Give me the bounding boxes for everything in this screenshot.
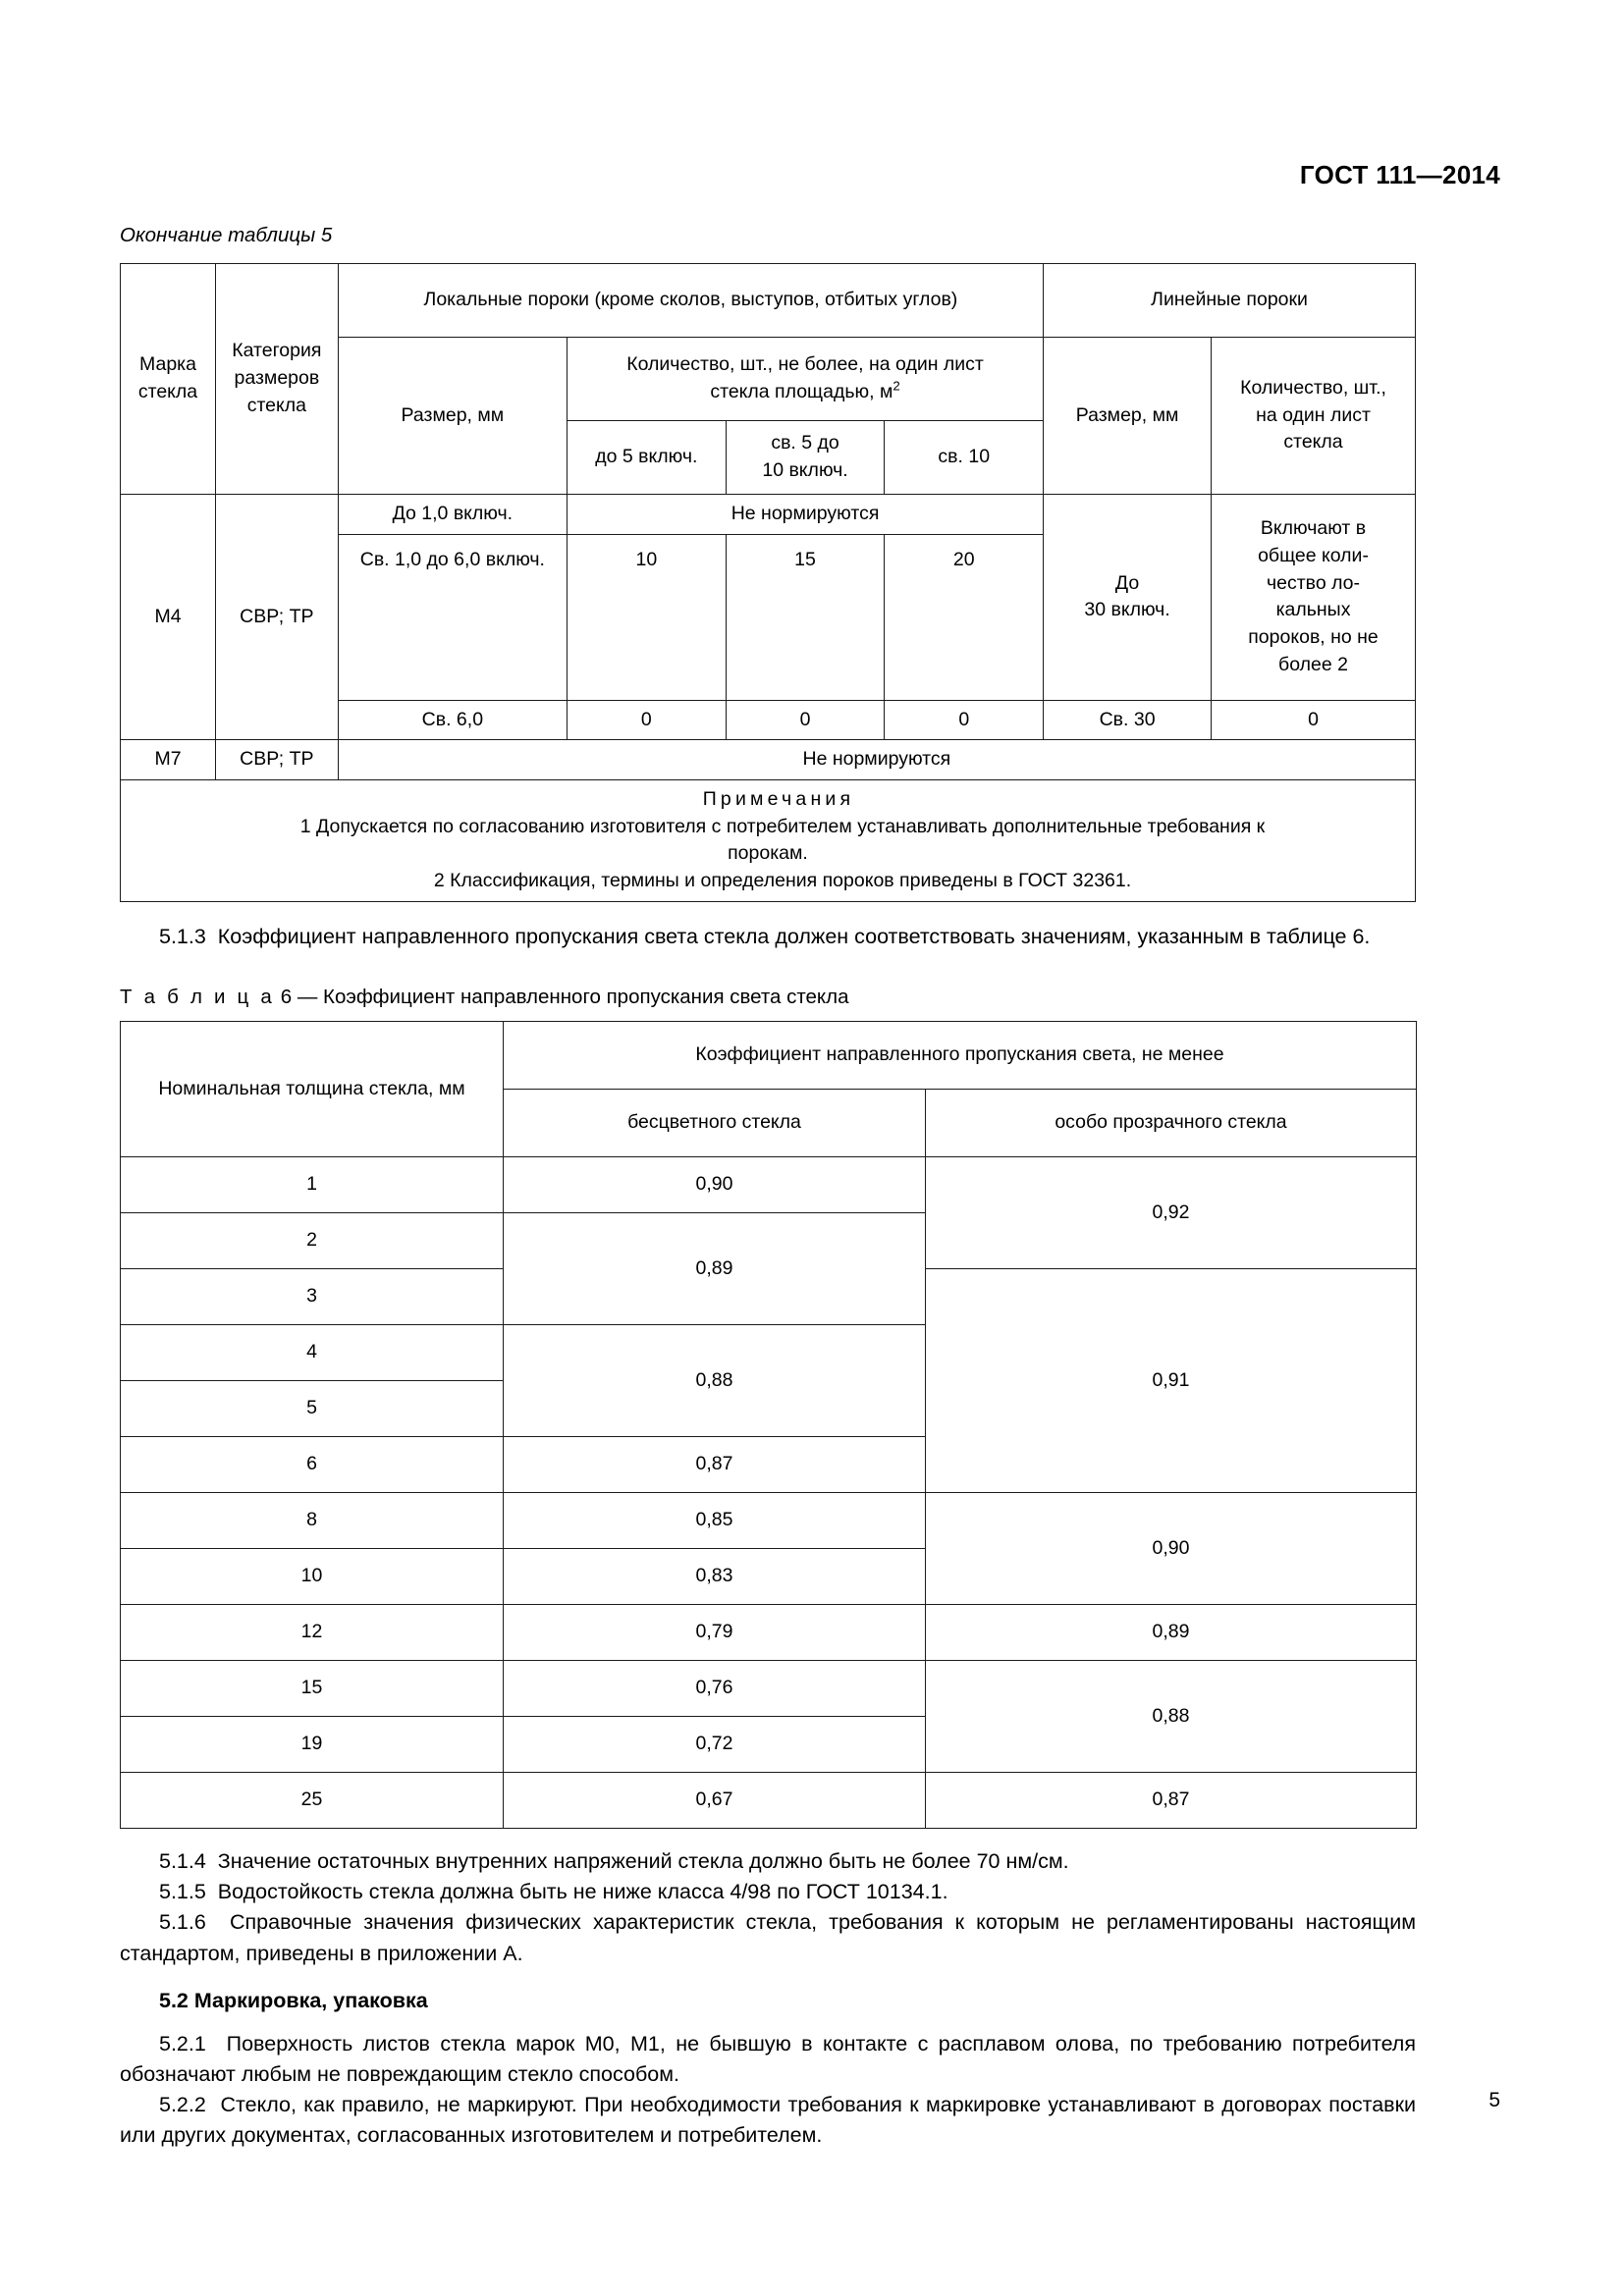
table5-cell-q-over10-over6: 0: [885, 700, 1044, 740]
paragraph-5-2-1-text: [120, 2029, 1416, 2090]
table5-cell-mark-m7: М7: [121, 740, 216, 780]
table5-cell-linear-size-m4-line1: До: [1114, 571, 1140, 594]
table6-thickness-8: 8: [121, 1492, 504, 1548]
page-content: [120, 224, 1416, 2151]
paragraph-5-1-6: [120, 1907, 1416, 1968]
table5-header-mark-line1: Марка: [139, 353, 196, 376]
table5-cell-linear-qty-over30: 0: [1212, 700, 1416, 740]
table5-header-mark: [121, 264, 216, 495]
section-heading-5-2: 5.2 Маркировка, упаковка: [159, 1988, 428, 2012]
paragraph-5-1-5: [120, 1877, 1416, 1907]
table5-header-over10: св. 10: [885, 421, 1044, 495]
table5-header-local-defects: Локальные пороки (кроме сколов, выступов, отбитых углов): [338, 264, 1043, 338]
table5-header-linear-quantity-line2: на один лист: [1256, 403, 1371, 426]
table6-header-thickness: Номинальная толщина стекла, мм: [121, 1021, 504, 1156]
table6-extraclear-0-90: 0,90: [926, 1492, 1417, 1604]
table5-header-quantity-area-line1: Количество, шт., не более, на один лист: [626, 353, 984, 376]
table5-header-linear-size-mm: Размер, мм: [1044, 338, 1212, 495]
table6-thickness-10: 10: [121, 1548, 504, 1604]
table5-cell-category-m7: СВР; ТР: [216, 740, 339, 780]
table6-thickness-3: 3: [121, 1268, 504, 1324]
table5-note-1-line2: порокам.: [728, 842, 808, 865]
paragraph-5-1-6-text: [120, 1907, 1416, 1968]
table5-header-area-superscript: 2: [893, 378, 900, 394]
table6-thickness-1: 1: [121, 1156, 504, 1212]
table6-thickness-25: 25: [121, 1772, 504, 1828]
table5-cell-linear-size-over30: Св. 30: [1044, 700, 1212, 740]
page-header-standard-number: ГОСТ 111—2014: [1299, 160, 1500, 189]
paragraph-5-1-6-number: 5.1.6: [159, 1910, 206, 1935]
table6-thickness-5: 5: [121, 1380, 504, 1436]
table6-extraclear-0-88: 0,88: [926, 1660, 1417, 1772]
table5-notes-row: [121, 780, 1416, 902]
table5-note-1-line1: 1 Допускается по согласованию изготовителя с потребителем устанавливать дополнительные требования к: [299, 815, 1266, 837]
table5-cell-linear-size-m4-line2: 30 включ.: [1084, 599, 1170, 621]
table5-cell-linear-qty-m4: [1212, 495, 1416, 701]
paragraph-5-2-2: [120, 2090, 1416, 2151]
table6-extraclear-0-89: 0,89: [926, 1604, 1417, 1660]
table-row: [121, 1156, 1417, 1212]
table5-notes-title: Примечания: [702, 788, 855, 811]
table-row: [121, 740, 1416, 780]
table5-header-size-category: [216, 264, 339, 495]
paragraph-5-1-5-number: 5.1.5: [159, 1880, 206, 1904]
table6-extraclear-0-91: 0,91: [926, 1268, 1417, 1492]
table5-header-linear-defects: Линейные пороки: [1044, 264, 1416, 338]
paragraph-5-1-4-body: Значение остаточных внутренних напряжений стекла должно быть не более 70 нм/см.: [217, 1848, 1069, 1873]
paragraph-5-1-3: [120, 922, 1416, 952]
table6-header-colorless: бесцветного стекла: [504, 1089, 926, 1156]
table5-note-1: [129, 814, 1407, 868]
table6-thickness-12: 12: [121, 1604, 504, 1660]
table6-colorless-0-67: 0,67: [504, 1772, 926, 1828]
table6-thickness-6: 6: [121, 1436, 504, 1492]
table5-linear-qty-line-5: пороков, но не: [1248, 626, 1379, 649]
table5-header-size-mm: Размер, мм: [338, 338, 567, 495]
table5-cell-category-m4: СВР; ТР: [216, 495, 339, 740]
table6-colorless-0-85: 0,85: [504, 1492, 926, 1548]
table6-colorless-1: 0,90: [504, 1156, 926, 1212]
paragraph-5-2-2-number: 5.2.2: [159, 2093, 206, 2117]
table6-extraclear-0-92: 0,92: [926, 1156, 1417, 1268]
table6-colorless-0-76: 0,76: [504, 1660, 926, 1716]
paragraph-5-2-1: [120, 2029, 1416, 2090]
table-row: [121, 1660, 1417, 1716]
table5-header-linear-quantity-line1: Количество, шт.,: [1240, 376, 1386, 399]
table5-cell-size-1to6: Св. 1,0 до 6,0 включ.: [338, 534, 567, 700]
table5-linear-qty-line-2: общее коли-: [1258, 544, 1369, 566]
paragraph-5-2-1-body: Поверхность листов стекла марок М0, М1, не бывшую в контакте с расплавом олова, по требованию потребителя обозначают любым не повреждающим стекло способом.: [120, 2031, 1416, 2086]
table-6-caption: [120, 986, 1416, 1009]
table-6-caption-number: 6: [280, 985, 293, 1008]
table6-colorless-0-89: 0,89: [504, 1212, 926, 1324]
table5-header-5to10-line2: 10 включ.: [762, 459, 848, 481]
table5-cell-size-over6: Св. 6,0: [338, 700, 567, 740]
table6-colorless-0-88: 0,88: [504, 1324, 926, 1436]
paragraph-5-2-2-text: [120, 2090, 1416, 2151]
table-6-caption-title: Коэффициент направленного пропускания света стекла: [323, 985, 849, 1008]
table6-colorless-0-83: 0,83: [504, 1548, 926, 1604]
table6-colorless-0-79: 0,79: [504, 1604, 926, 1660]
table-6-light-transmission: [120, 1021, 1417, 1829]
table5-cell-linear-size-m4: [1044, 495, 1212, 701]
table5-cell-q-upto5-1to6: 10: [568, 534, 727, 700]
table-6-caption-label: Т а б л и ц а: [120, 985, 275, 1008]
table6-extraclear-0-87: 0,87: [926, 1772, 1417, 1828]
table6-colorless-0-72: 0,72: [504, 1716, 926, 1772]
table5-cell-q-upto5-over6: 0: [568, 700, 727, 740]
table6-header-coefficient: Коэффициент направленного пропускания света, не менее: [504, 1021, 1417, 1089]
table-6-caption-dash: —: [297, 985, 318, 1008]
table5-linear-qty-line-4: кальных: [1275, 599, 1351, 621]
paragraph-5-1-6-body: Справочные значения физических характеристик стекла, требования к которым не регламентированы настоящим стандартом, приведены в приложении А.: [120, 1910, 1416, 1965]
table5-header-5to10-line1: св. 5 до: [771, 432, 839, 454]
paragraph-5-2-2-body: Стекло, как правило, не маркируют. При необходимости требования к маркировке устанавливают в договорах поставки или других документах, согласованных изготовителем и потребителем.: [120, 2093, 1417, 2148]
table5-cell-mark-m4: М4: [121, 495, 216, 740]
paragraph-5-1-3-body: Коэффициент направленного пропускания света стекла должен соответствовать значениям, указанным в таблице 6.: [217, 924, 1371, 948]
table5-header-linear-quantity: [1212, 338, 1416, 495]
table5-header-size-category-line1: Категория: [232, 340, 322, 362]
table6-thickness-19: 19: [121, 1716, 504, 1772]
table5-cell-not-normalized-1: Не нормируются: [568, 495, 1044, 535]
table5-cell-not-normalized-m7: Не нормируются: [338, 740, 1415, 780]
table5-cell-size-upto1: До 1,0 включ.: [338, 495, 567, 535]
table5-header-row-1: [121, 264, 1416, 338]
table5-continuation-caption: Окончание таблицы 5: [120, 224, 333, 246]
page-number: 5: [1488, 2089, 1500, 2111]
table-row: [121, 1604, 1417, 1660]
table5-note-2-text: 2 Классификация, термины и определения пороков приведены в ГОСТ 32361.: [433, 870, 1132, 892]
table6-header-row-1: [121, 1021, 1417, 1089]
table6-colorless-0-87: 0,87: [504, 1436, 926, 1492]
table-row: [121, 1492, 1417, 1548]
table-5-defects: [120, 263, 1416, 902]
table5-cell-q-5to10-over6: 0: [726, 700, 885, 740]
paragraph-5-1-5-text: [120, 1877, 1416, 1907]
table6-header-extra-clear: особо прозрачного стекла: [926, 1089, 1417, 1156]
table5-note-2: [129, 868, 1407, 895]
table-row: [121, 495, 1416, 535]
table-row: [121, 1772, 1417, 1828]
table5-cell-q-over10-1to6: 20: [885, 534, 1044, 700]
table5-header-size-category-line3: стекла: [246, 394, 306, 416]
paragraph-5-1-5-body: Водостойкость стекла должна быть не ниже класса 4/98 по ГОСТ 10134.1.: [217, 1880, 948, 1904]
table5-linear-qty-line-6: более 2: [1278, 653, 1348, 675]
table5-header-size-category-line2: размеров: [234, 367, 320, 390]
table5-header-mark-line2: стекла: [137, 381, 198, 402]
table5-cell-q-5to10-1to6: 15: [726, 534, 885, 700]
table5-header-linear-quantity-line3: стекла: [1283, 431, 1343, 454]
table5-linear-qty-line-3: чество ло-: [1267, 571, 1361, 594]
table5-linear-qty-line-1: Включают в: [1260, 517, 1367, 540]
table5-header-quantity-area: [568, 338, 1044, 421]
paragraph-5-1-3-number: 5.1.3: [159, 924, 206, 948]
table6-thickness-15: 15: [121, 1660, 504, 1716]
table5-notes: [121, 780, 1416, 902]
table6-thickness-2: 2: [121, 1212, 504, 1268]
table6-thickness-4: 4: [121, 1324, 504, 1380]
paragraph-5-1-4-number: 5.1.4: [159, 1848, 206, 1873]
paragraph-5-1-4-text: [120, 1846, 1416, 1877]
table5-header-quantity-area-line2: стекла площадью, $м^2$: [710, 378, 900, 402]
table5-header-upto5: до 5 включ.: [568, 421, 727, 495]
paragraph-5-2-1-number: 5.2.1: [159, 2031, 206, 2056]
paragraph-5-1-4: [120, 1846, 1416, 1877]
paragraph-5-1-3-text: [120, 922, 1416, 952]
table5-header-5to10: [726, 421, 885, 495]
